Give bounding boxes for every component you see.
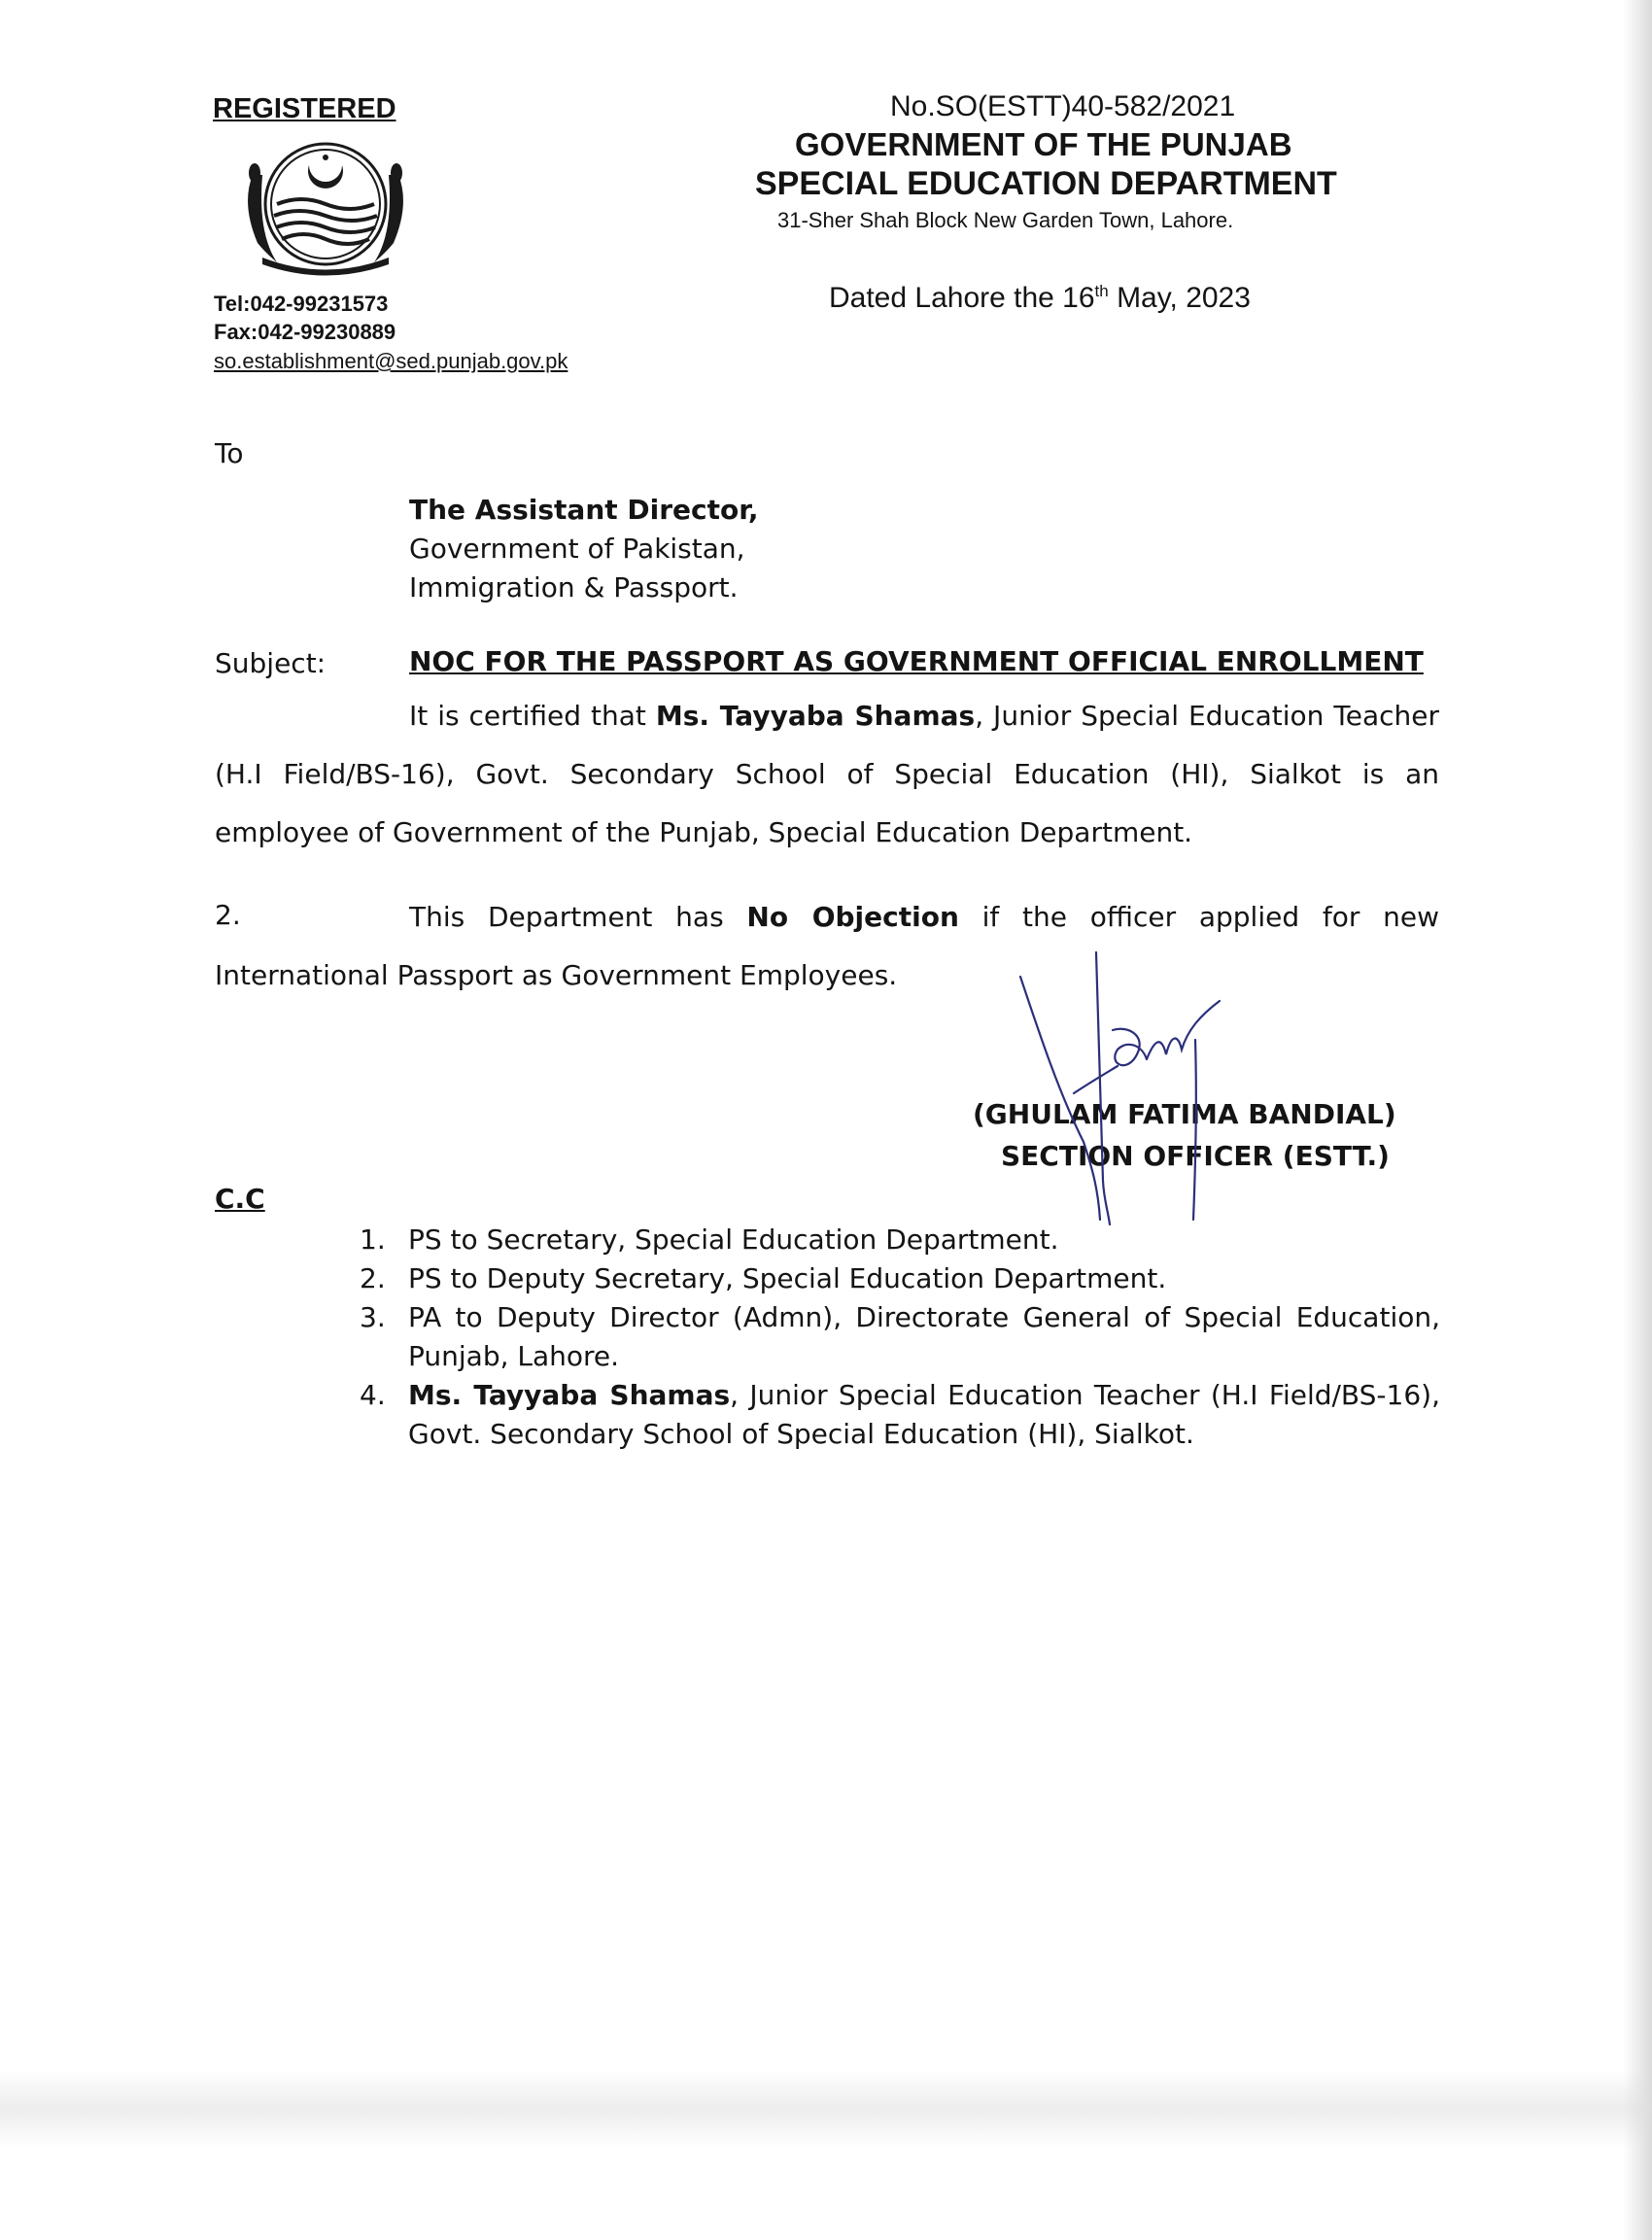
cc-number: 2. — [360, 1262, 386, 1294]
paragraph-text: This Department has — [409, 901, 747, 933]
cc-text: PS to Secretary, Special Education Department. — [408, 1223, 1059, 1256]
handwritten-signature — [1001, 948, 1263, 1239]
to-label: To — [215, 437, 244, 469]
date-text: Dated Lahore the 16 — [829, 282, 1095, 314]
paragraph-text: if the officer applied for new International Passport as Government Employees. — [215, 901, 1439, 991]
no-objection-text: No Objection — [746, 901, 959, 933]
department-address: 31-Sher Shah Block New Garden Town, Lahore. — [777, 208, 1234, 232]
signatory-title: SECTION OFFICER (ESTT.) — [1001, 1140, 1390, 1172]
paragraph-number: 2. — [215, 899, 241, 931]
scan-shadow — [0, 2070, 1652, 2148]
cc-number: 3. — [360, 1301, 386, 1333]
cc-employee-name: Ms. Tayyaba Shamas — [408, 1379, 731, 1411]
telephone-number: Tel:042-99231573 — [214, 292, 389, 316]
addressee-line: Government of Pakistan, — [409, 533, 745, 565]
body-paragraph-1 — [215, 687, 1439, 862]
letter-date — [829, 282, 1251, 315]
cc-list — [360, 1221, 1440, 1454]
subject-text: NOC FOR THE PASSPORT AS GOVERNMENT OFFICIAL ENROLLMENT — [409, 645, 1424, 677]
page-edge-shadow — [1623, 0, 1652, 2240]
punjab-emblem-icon — [233, 136, 418, 282]
registered-label: REGISTERED — [213, 93, 396, 124]
employee-name: Ms. Tayyaba Shamas — [655, 700, 976, 732]
date-suffix: th — [1094, 282, 1109, 300]
paragraph-text: , Junior Special Education Teacher (H.I Field/BS-16), Govt. Secondary School of Special Education (HI), Sialkot is an employee of Government of the Punjab, Special Education Department. — [215, 700, 1439, 848]
addressee-title: The Assistant Director, — [409, 494, 759, 526]
cc-item — [360, 1221, 1440, 1259]
paragraph-text: It is certified that — [409, 700, 656, 732]
cc-number: 4. — [360, 1379, 386, 1411]
subject-label: Subject: — [215, 647, 327, 679]
cc-item — [360, 1298, 1440, 1376]
letter-number: No.SO(ESTT)40-582/2021 — [890, 90, 1236, 122]
government-title: GOVERNMENT OF THE PUNJAB — [795, 126, 1292, 162]
cc-text: PS to Deputy Secretary, Special Education Department. — [408, 1262, 1167, 1294]
email-link[interactable]: so.establishment@sed.punjab.gov.pk — [214, 349, 568, 373]
date-month-year: May, 2023 — [1108, 282, 1251, 314]
department-title: SPECIAL EDUCATION DEPARTMENT — [755, 165, 1337, 202]
cc-number: 1. — [360, 1223, 386, 1256]
cc-item — [360, 1259, 1440, 1298]
cc-label: C.C — [215, 1183, 265, 1215]
cc-item — [360, 1376, 1440, 1454]
signatory-name: (GHULAM FATIMA BANDIAL) — [973, 1098, 1396, 1130]
cc-text: , Junior Special Education Teacher (H.I Field/BS-16), Govt. Secondary School of Special Education (HI), Sialkot. — [408, 1379, 1440, 1450]
fax-number: Fax:042-99230889 — [214, 320, 396, 344]
addressee-line: Immigration & Passport. — [409, 571, 739, 603]
cc-text: PA to Deputy Director (Admn), Directorate General of Special Education, Punjab, Lahore. — [408, 1301, 1440, 1372]
